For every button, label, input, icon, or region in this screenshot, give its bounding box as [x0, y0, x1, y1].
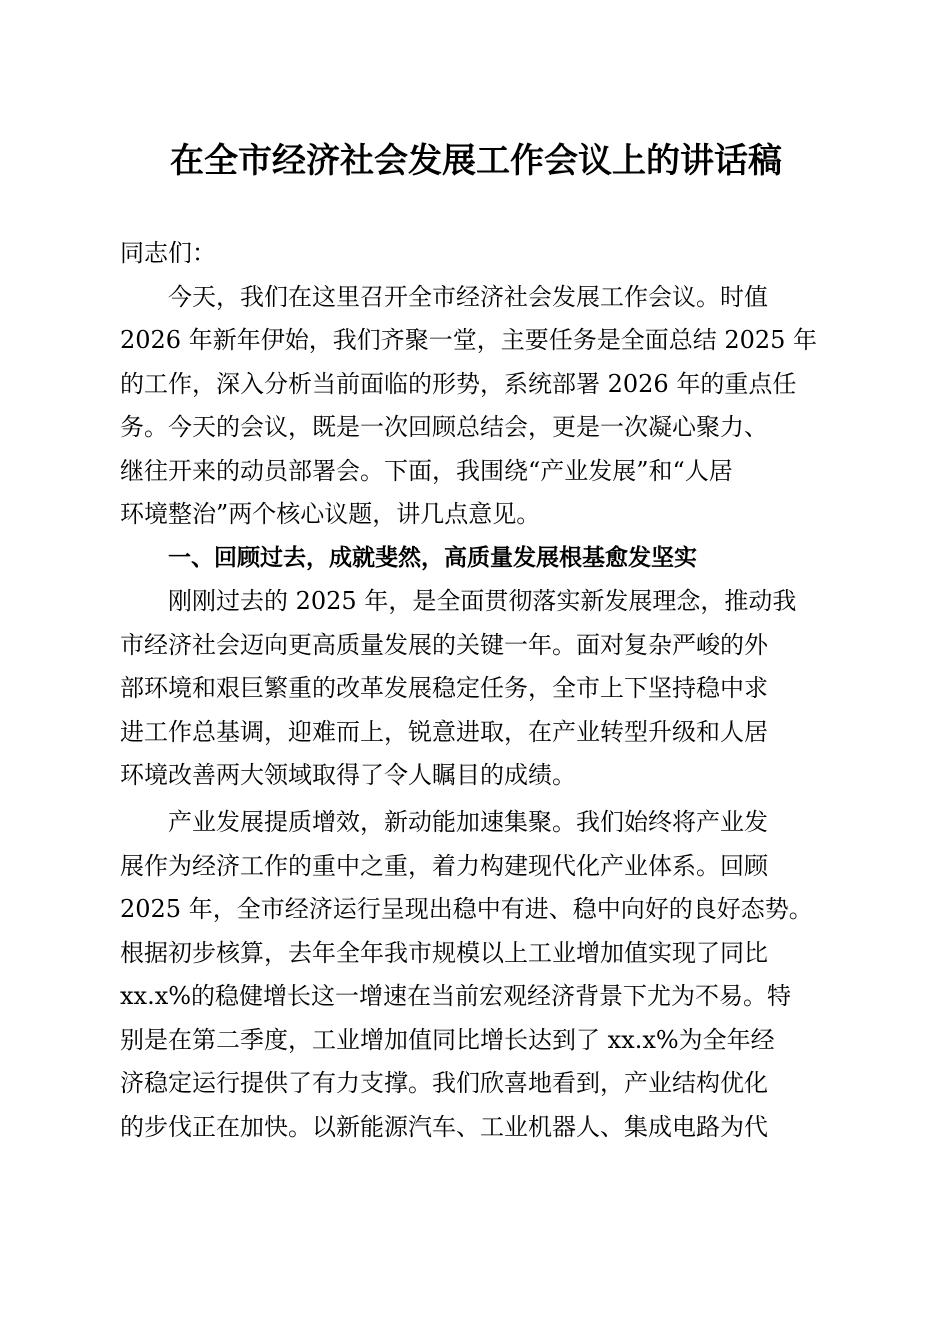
paragraph-line: 务。今天的会议，既是一次回顾总结会，更是一次凝心聚力、 — [120, 413, 768, 441]
paragraph-line: 产业发展提质增效，新动能加速集聚。我们始终将产业发 — [168, 808, 768, 836]
paragraph-line: 环境整治”两个核心议题，讲几点意见。 — [120, 500, 541, 528]
section-heading: 一、回顾过去，成就斐然，高质量发展根基愈发坚实 — [168, 544, 697, 571]
paragraph-line: 展作为经济工作的重中之重，着力构建现代化产业体系。回顾 — [120, 851, 768, 880]
paragraph-line: 市经济社会迈向更高质量发展的关键一年。面对复杂严峻的外 — [120, 630, 768, 659]
paragraph-line: 济稳定运行提供了有力支撑。我们欣喜地看到，产业结构优化 — [120, 1069, 768, 1097]
paragraph-line: 2025 年，全市经济运行呈现出稳中有进、稳中向好的良好态势。 — [120, 895, 813, 923]
document-title: 在全市经济社会发展工作会议上的讲话稿 — [170, 141, 782, 181]
paragraph-line: 2026 年新年伊始，我们齐聚一堂，主要任务是全面总结 2025 年 — [120, 326, 818, 354]
paragraph-line: 的工作，深入分析当前面临的形势，系统部署 2026 年的重点任 — [120, 369, 797, 398]
paragraph-opening — [120, 276, 832, 537]
paragraph-review — [120, 580, 832, 798]
document-body — [120, 232, 832, 1149]
paragraph-industry — [120, 801, 832, 1149]
paragraph-line: 刚刚过去的 2025 年，是全面贯彻落实新发展理念，推动我 — [168, 587, 797, 615]
paragraph-line: 继往开来的动员部署会。下面，我围绕“产业发展”和“人居 — [120, 456, 733, 485]
paragraph-line: 今天，我们在这里召开全市经济社会发展工作会议。时值 — [168, 282, 768, 311]
paragraph-line: 根据初步核算，去年全年我市规模以上工业增加值实现了同比 — [120, 938, 768, 967]
paragraph-line: 别是在第二季度，工业增加值同比增长达到了 xx.x%为全年经 — [120, 1025, 775, 1054]
paragraph-line: 环境改善两大领域取得了令人瞩目的成绩。 — [120, 761, 576, 789]
paragraph-line: 的步伐正在加快。以新能源汽车、工业机器人、集成电路为代 — [120, 1112, 768, 1141]
salutation: 同志们： — [120, 239, 216, 267]
paragraph-line: 部环境和艰巨繁重的改革发展稳定任务，全市上下坚持稳中求 — [120, 674, 768, 702]
paragraph-line: xx.x%的稳健增长这一增速在当前宏观经济背景下尤为不易。特 — [120, 982, 792, 1010]
paragraph-line: 进工作总基调，迎难而上，锐意进取，在产业转型升级和人居 — [120, 717, 768, 746]
